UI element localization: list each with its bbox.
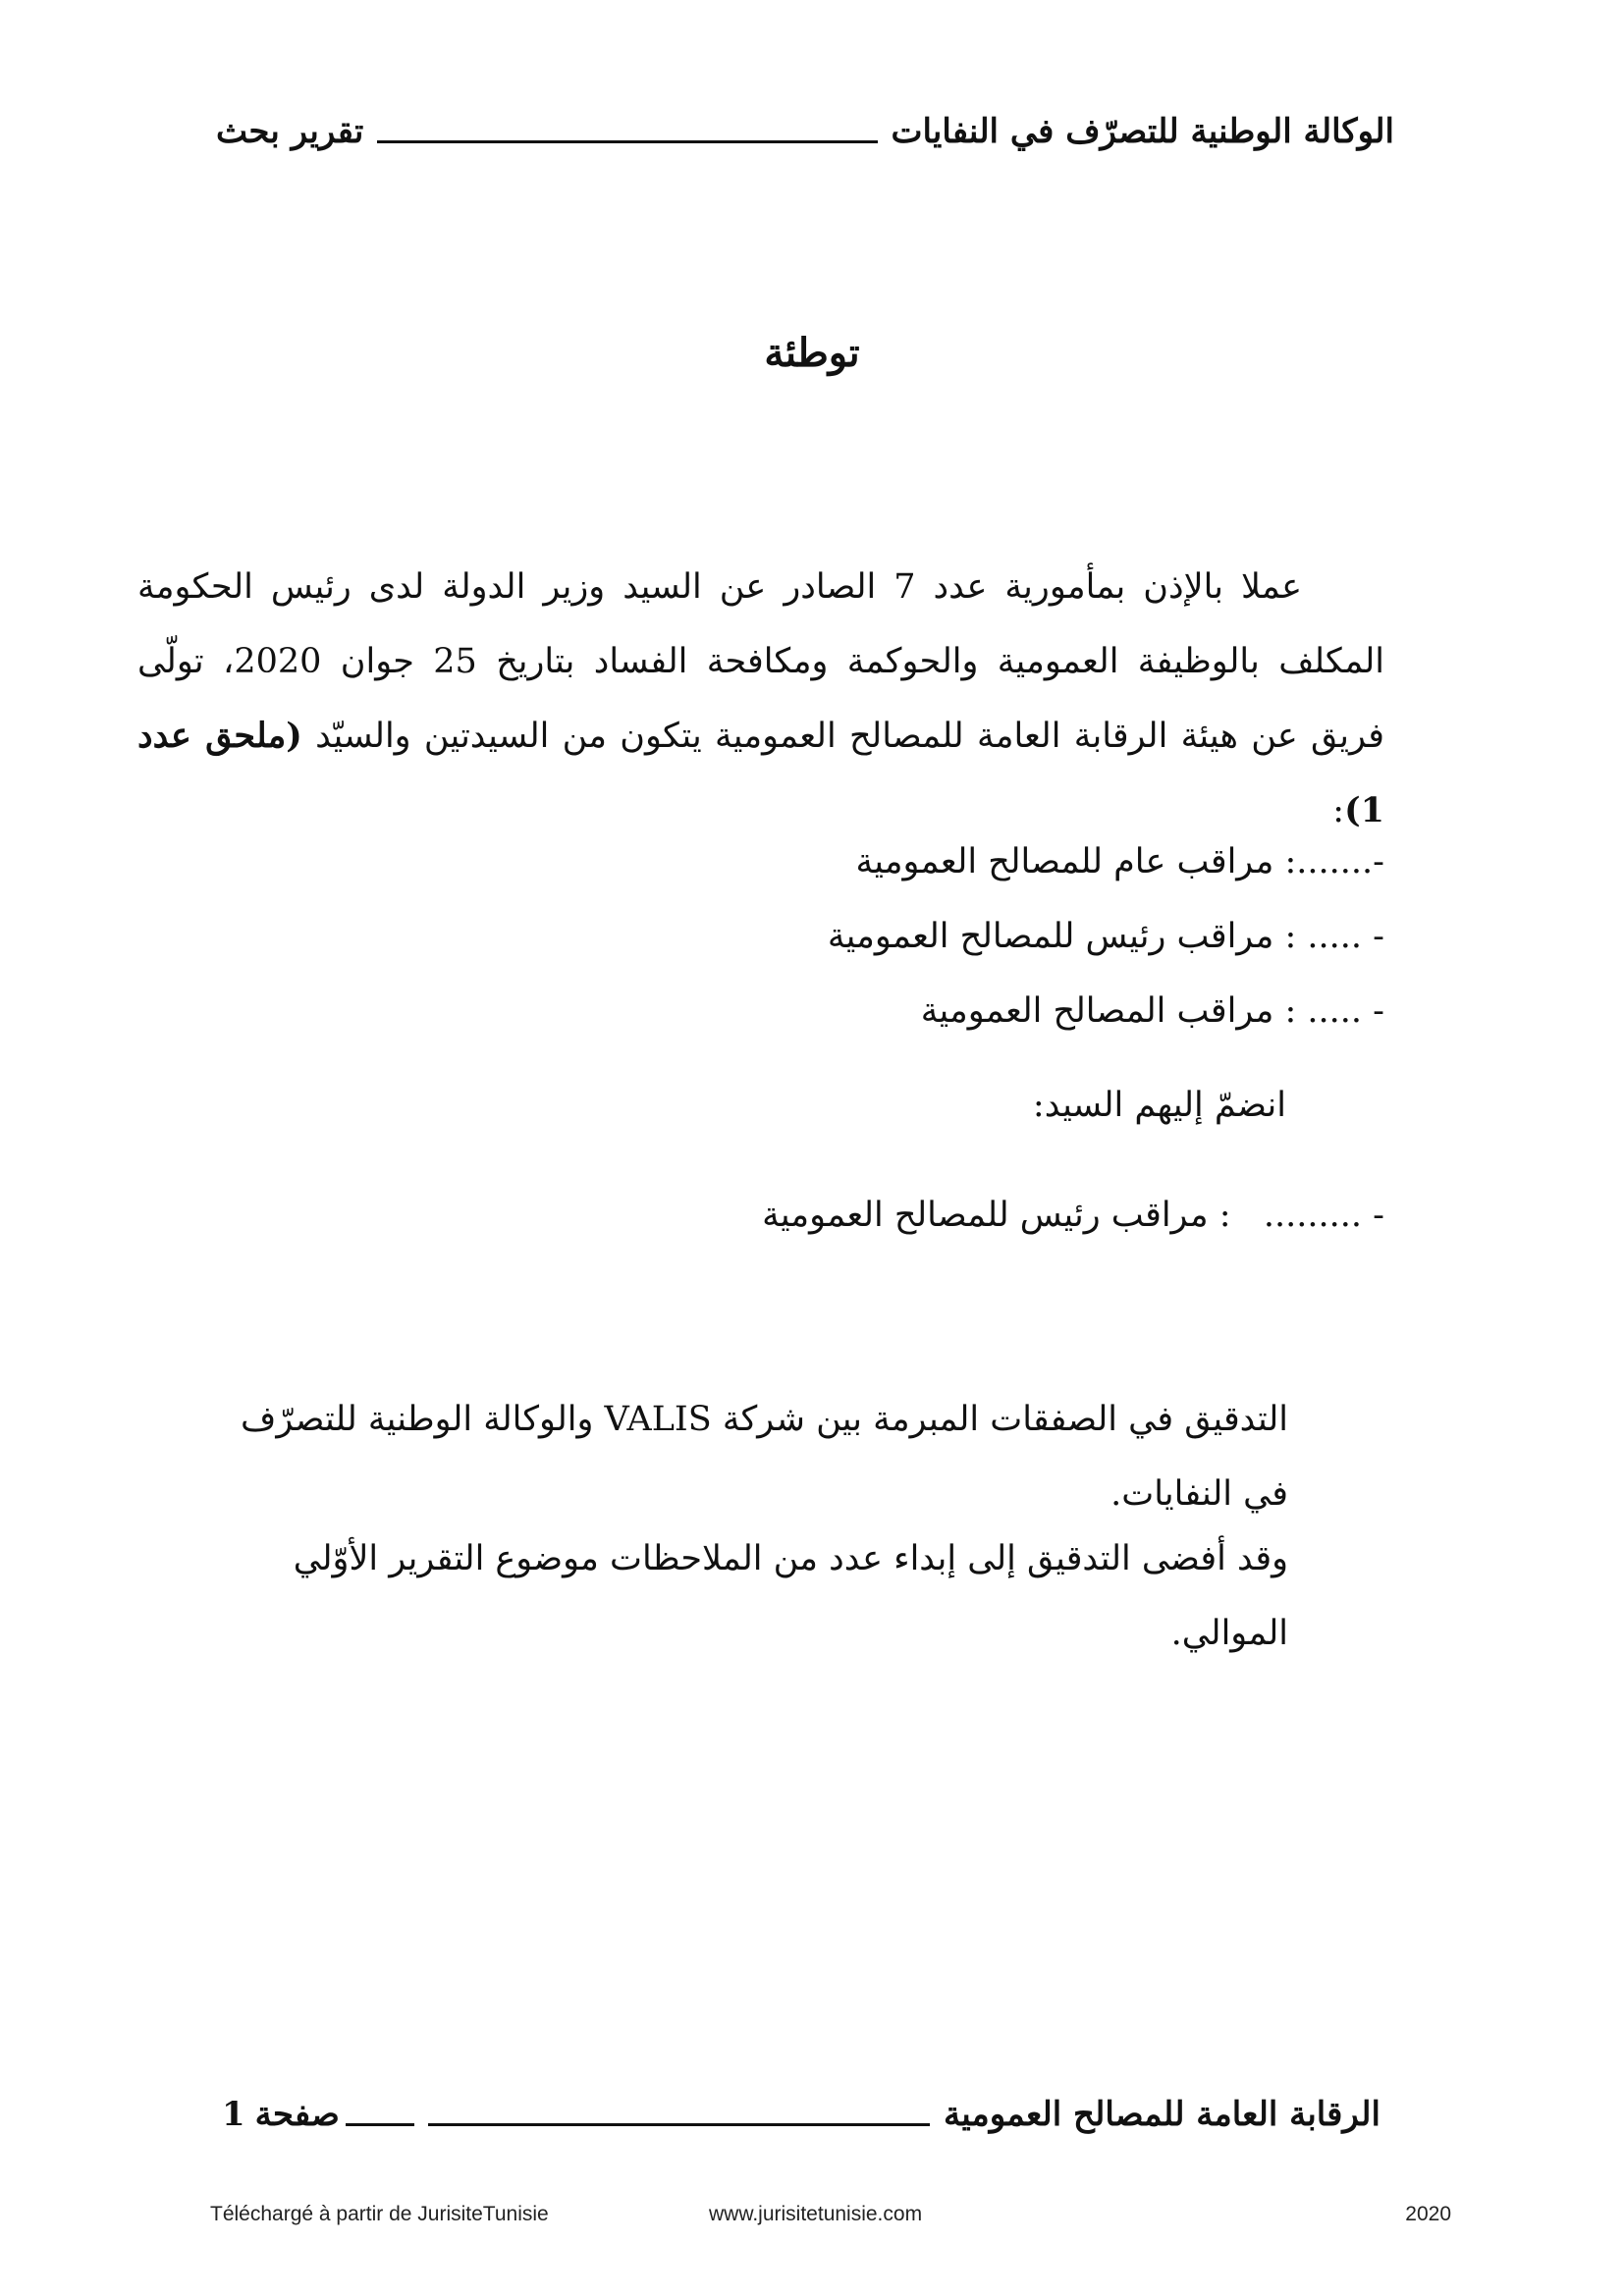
page-header xyxy=(216,106,1394,157)
page-number: 1 xyxy=(222,2095,245,2134)
download-url: www.jurisitetunisie.com xyxy=(709,2203,923,2225)
page-footer xyxy=(222,2089,1380,2140)
footer-short-rule xyxy=(346,2123,414,2126)
team-member-1: -.......: مراقب عام للمصالح العمومية xyxy=(855,842,1384,881)
footer-authority: الرقابة العامة للمصالح العمومية xyxy=(944,2095,1380,2134)
joined-member: - ......... : مراقب رئيس للمصالح العمومية xyxy=(762,1196,1384,1235)
download-source: Téléchargé à partir de JurisiteTunisie xyxy=(210,2203,549,2225)
header-agency: الوكالة الوطنية للتصرّف في النفايات xyxy=(891,112,1394,151)
team-members-list xyxy=(216,825,1384,1048)
section-title: توطئة xyxy=(764,330,860,376)
header-rule xyxy=(377,140,877,143)
joined-label: انضمّ إليهم السيد: xyxy=(1032,1086,1286,1125)
intro-paragraph xyxy=(137,550,1384,848)
footer-rule xyxy=(428,2123,930,2126)
download-bar xyxy=(210,2203,1451,2236)
audit-conclusion: وقد أفضى التدقيق إلى إبداء عدد من الملاحظات موضوع التقرير الأوّلي الموالي. xyxy=(293,1539,1288,1653)
page-indicator xyxy=(222,2095,414,2134)
audit-subject: التدقيق في الصفقات المبرمة بين شركة VALIS والوكالة الوطنية للتصرّف في النفايات. xyxy=(241,1400,1288,1514)
team-member-3: - ..... : مراقب المصالح العمومية xyxy=(920,991,1384,1031)
page-label: صفحة xyxy=(254,2095,340,2134)
intro-end: : xyxy=(1332,791,1345,830)
intro-text: عملا بالإذن بمأمورية عدد 7 الصادر عن السيد وزير الدولة لدى رئيس الحكومة المكلف بالوظيفة العمومية والحوكمة ومكافحة الفساد بتاريخ 25 جوان 2020، تولّى فريق عن هيئة الرقابة العامة للمصالح العمومية يتكون من السيدتين والسيّد xyxy=(137,567,1385,756)
download-year: 2020 xyxy=(1405,2203,1451,2225)
team-member-2: - ..... : مراقب رئيس للمصالح العمومية xyxy=(827,917,1384,956)
header-report-type: تقرير بحث xyxy=(216,112,364,151)
annex-reference: (ملحق عدد 1) xyxy=(137,716,1384,830)
